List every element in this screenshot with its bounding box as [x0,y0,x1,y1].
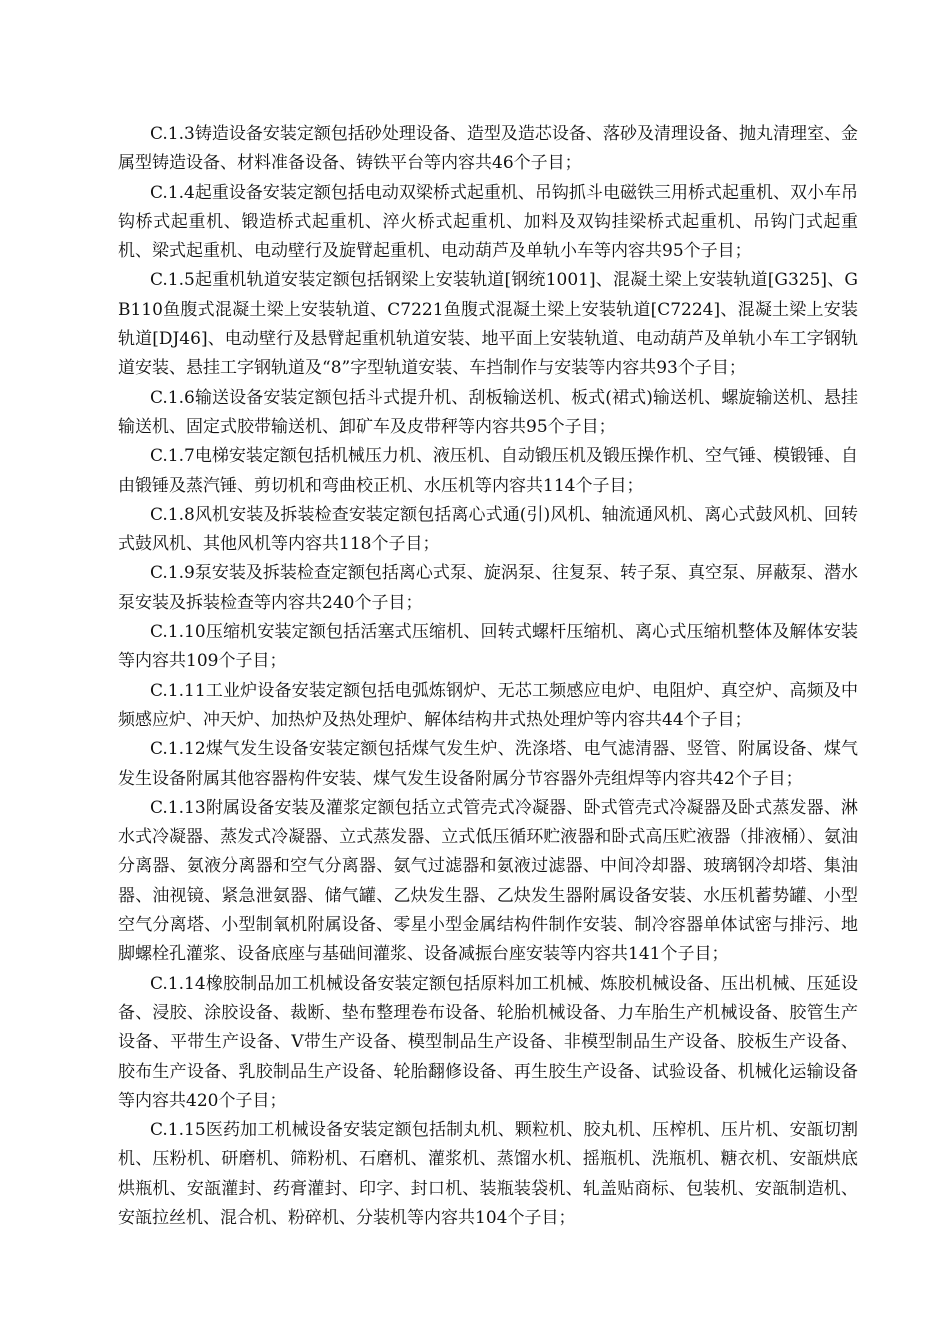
paragraph-c-1-3: C.1.3铸造设备安装定额包括砂处理设备、造型及造芯设备、落砂及清理设备、抛丸清理室、金属型铸造设备、材料准备设备、铸铁平台等内容共46个子目； [118,124,858,174]
paragraph-c-1-10: C.1.10压缩机安装定额包括活塞式压缩机、回转式螺杆压缩机、离心式压缩机整体及解体安装等内容共109个子目； [118,622,858,672]
paragraph-c-1-15: C.1.15医药加工机械设备安装定额包括制丸机、颗粒机、胶丸机、压榨机、压片机、安瓿切割机、压粉机、研磨机、筛粉机、石磨机、灌浆机、蒸馏水机、摇瓶机、洗瓶机、糖衣机、安瓿烘底烘瓶机、安瓿灌封、药膏灌封、印字、封口机、装瓶装袋机、轧盖贴商标、包装机、安瓿制造机、安瓿拉丝机、混合机、粉碎机、分装机等内容共104个子目； [118,1120,858,1228]
paragraph-c-1-14: C.1.14橡胶制品加工机械设备安装定额包括原料加工机械、炼胶机械设备、压出机械、压延设备、浸胶、涂胶设备、裁断、垫布整理卷布设备、轮胎机械设备、力车胎生产机械设备、胶管生产设备、平带生产设备、V带生产设备、模型制品生产设备、非模型制品生产设备、胶板生产设备、胶布生产设备、乳胶制品生产设备、轮胎翻修设备、再生胶生产设备、试验设备、机械化运输设备等内容共420个子目； [118,973,858,1111]
paragraph-c-1-9: C.1.9泵安装及拆装检查定额包括离心式泵、旋涡泵、往复泵、转子泵、真空泵、屏蔽泵、潜水泵安装及拆装检查等内容共240个子目； [118,563,858,613]
paragraph-c-1-5: C.1.5起重机轨道安装定额包括钢梁上安装轨道[钢统1001]、混凝土梁上安装轨道[G325]、GB110鱼腹式混凝土梁上安装轨道、C7221鱼腹式混凝土梁上安装轨道[C7224]、混凝土梁上安装轨道[DJ46]、电动壁行及悬臂起重机轨道安装、地平面上安装轨道、电动葫芦及单轨小车工字钢轨道安装、悬挂工字钢轨道及“8”字型轨道安装、车挡制作与安装等内容共93个子目； [118,270,858,379]
paragraph-c-1-13: C.1.13附属设备安装及灌浆定额包括立式管壳式冷凝器、卧式管壳式冷凝器及卧式蒸发器、淋水式冷凝器、蒸发式冷凝器、立式蒸发器、立式低压循环贮液器和卧式高压贮液器（排液桶）、氨油分离器、氨液分离器和空气分离器、氨气过滤器和氨液过滤器、中间冷却器、玻璃钢冷却塔、集油器、油视镜、紧急泄氨器、储气罐、乙炔发生器、乙炔发生器附属设备安装、水压机蓄势罐、小型空气分离塔、小型制氧机附属设备、零星小型金属结构件制作安装、制冷容器单体试密与排污、地脚螺栓孔灌浆、设备底座与基础间灌浆、设备减振台座安装等内容共141个子目； [118,797,858,965]
paragraph-c-1-4: C.1.4起重设备安装定额包括电动双梁桥式起重机、吊钩抓斗电磁铁三用桥式起重机、双小车吊钩桥式起重机、锻造桥式起重机、淬火桥式起重机、加料及双钩挂梁桥式起重机、吊钩门式起重机、梁式起重机、电动壁行及旋臂起重机、电动葫芦及单轨小车等内容共95个子目； [118,182,858,262]
paragraph-c-1-6: C.1.6输送设备安装定额包括斗式提升机、刮板输送机、板式(裙式)输送机、螺旋输送机、悬挂输送机、固定式胶带输送机、卸矿车及皮带秤等内容共95个子目； [118,387,858,437]
paragraph-c-1-7: C.1.7电梯安装定额包括机械压力机、液压机、自动锻压机及锻压操作机、空气锤、模锻锤、自由锻锤及蒸汽锤、剪切机和弯曲校正机、水压机等内容共114个子目； [118,446,858,496]
paragraph-c-1-11: C.1.11工业炉设备安装定额包括电弧炼钢炉、无芯工频感应电炉、电阻炉、真空炉、高频及中频感应炉、冲天炉、加热炉及热处理炉、解体结构井式热处理炉等内容共44个子目； [118,680,858,730]
paragraph-c-1-12: C.1.12煤气发生设备安装定额包括煤气发生炉、洗涤塔、电气滤清器、竖管、附属设备、煤气发生设备附属其他容器构件安装、煤气发生设备附属分节容器外壳组焊等内容共42个子目； [118,739,858,789]
paragraph-c-1-8: C.1.8风机安装及拆装检查安装定额包括离心式通(引)风机、轴流通风机、离心式鼓风机、回转式鼓风机、其他风机等内容共118个子目； [118,504,858,555]
